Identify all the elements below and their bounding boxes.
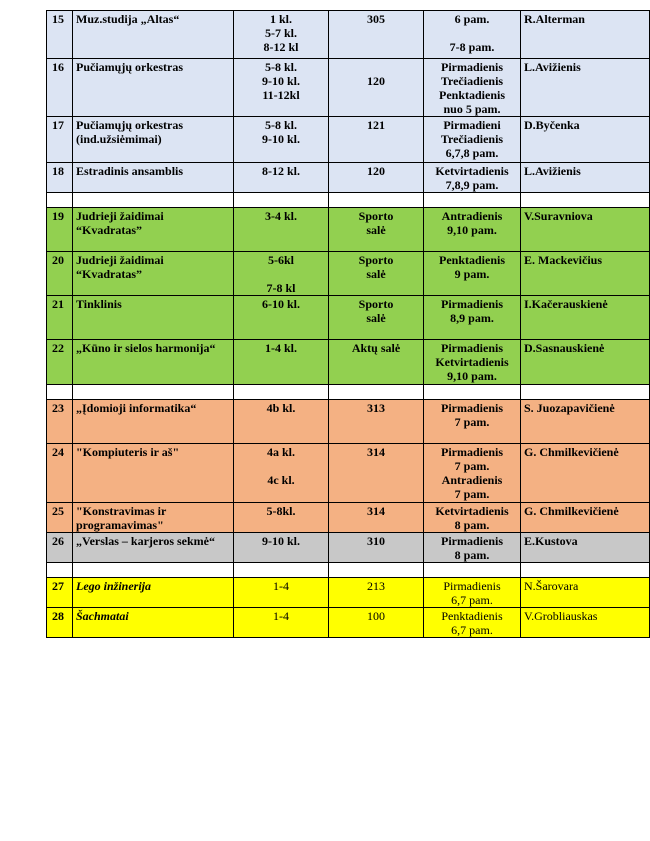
activity-name-cell — [73, 296, 234, 340]
room-line: Aktų salė — [351, 341, 401, 355]
schedule-time-line: nuo 5 pam. — [443, 102, 501, 116]
grade-classes-cell — [234, 608, 329, 638]
room-cell — [329, 296, 424, 340]
schedule-time-cell — [424, 444, 521, 503]
grade-classes-cell — [234, 11, 329, 59]
room-line: 305 — [367, 12, 385, 26]
schedule-time-line: Ketvirtadienis — [435, 504, 509, 518]
leader-cell — [521, 296, 650, 340]
row-number: 24 — [47, 444, 73, 503]
activity-name-line: “Kvadratas” — [76, 267, 142, 281]
table-row — [47, 296, 650, 340]
leader-cell — [521, 503, 650, 533]
leader-cell — [521, 163, 650, 193]
schedule-time-line: Pirmadienis — [441, 297, 503, 311]
leader-cell — [521, 11, 650, 59]
schedule-time-line: Pirmadienis — [441, 341, 503, 355]
empty-cell — [521, 193, 650, 208]
row-number: 22 — [47, 340, 73, 385]
empty-cell — [73, 193, 234, 208]
empty-cell — [73, 563, 234, 578]
activity-name-cell — [73, 11, 234, 59]
grade-classes-cell — [234, 444, 329, 503]
room-cell — [329, 400, 424, 444]
room-line: Sporto — [358, 253, 394, 267]
activity-name-cell — [73, 400, 234, 444]
table-row — [47, 533, 650, 563]
activity-name-line: Pučiamųjų orkestras — [76, 118, 183, 132]
schedule-table — [46, 10, 650, 638]
empty-cell — [47, 563, 73, 578]
schedule-time-cell — [424, 533, 521, 563]
row-number: 20 — [47, 252, 73, 296]
row-number: 17 — [47, 117, 73, 163]
separator-row — [47, 385, 650, 400]
table-row — [47, 578, 650, 608]
schedule-time-line: 7,8,9 pam. — [445, 178, 499, 192]
grade-classes-cell — [234, 117, 329, 163]
activity-name-cell — [73, 117, 234, 163]
empty-cell — [424, 563, 521, 578]
room-line: 314 — [367, 504, 385, 518]
grade-classes-line: 5-8kl. — [266, 504, 296, 518]
schedule-time-line: 6,7 pam. — [451, 593, 493, 607]
room-line: 120 — [367, 164, 385, 178]
row-number: 16 — [47, 59, 73, 117]
schedule-time-cell — [424, 503, 521, 533]
separator-row — [47, 563, 650, 578]
schedule-time-line: 8,9 pam. — [450, 311, 494, 325]
room-cell — [329, 608, 424, 638]
activity-name-line: „Įdomioji informatika“ — [76, 401, 197, 415]
leader-line: R.Alterman — [524, 12, 585, 26]
schedule-time-line: Antradienis — [441, 209, 503, 223]
schedule-time-cell — [424, 117, 521, 163]
empty-cell — [329, 563, 424, 578]
row-number: 26 — [47, 533, 73, 563]
table-row — [47, 400, 650, 444]
grade-classes-cell — [234, 252, 329, 296]
schedule-time-line: 9 pam. — [454, 267, 490, 281]
schedule-time-line: 9,10 pam. — [447, 369, 497, 383]
schedule-time-line: Antradienis — [441, 473, 503, 487]
room-line: 310 — [367, 534, 385, 548]
leader-cell — [521, 252, 650, 296]
room-cell — [329, 117, 424, 163]
activity-name-line: Pučiamųjų orkestras — [76, 60, 183, 74]
empty-cell — [424, 385, 521, 400]
leader-line: E. Mackevičius — [524, 253, 602, 267]
grade-classes-cell — [234, 533, 329, 563]
activity-name-line: Estradinis ansamblis — [76, 164, 184, 178]
schedule-time-line: Pirmadienis — [441, 534, 503, 548]
grade-classes-cell — [234, 578, 329, 608]
empty-cell — [234, 385, 329, 400]
room-line: 120 — [367, 74, 385, 88]
schedule-time-line: Penktadienis — [441, 609, 503, 623]
activity-name-line: programavimas" — [76, 518, 164, 532]
schedule-time-cell — [424, 578, 521, 608]
leader-line: D.Byčenka — [524, 118, 580, 132]
schedule-time-line: Trečiadienis — [440, 74, 504, 88]
leader-line: E.Kustova — [524, 534, 578, 548]
grade-classes-line: 8-12 kl. — [261, 164, 300, 178]
schedule-time-line: 7 pam. — [454, 415, 490, 429]
schedule-time-cell — [424, 340, 521, 385]
schedule-time-cell — [424, 163, 521, 193]
leader-cell — [521, 59, 650, 117]
grade-classes-line: 5-7 kl. — [264, 26, 297, 40]
room-line: 213 — [367, 579, 385, 593]
activity-name-cell — [73, 340, 234, 385]
schedule-time-line: Pirmadienis — [441, 60, 503, 74]
schedule-time-cell — [424, 400, 521, 444]
activity-name-line: "Konstravimas ir — [76, 504, 167, 518]
schedule-time-line: Trečiadienis — [440, 132, 504, 146]
grade-classes-line: 11-12kl — [262, 88, 300, 102]
room-cell — [329, 444, 424, 503]
empty-cell — [329, 193, 424, 208]
table-row — [47, 608, 650, 638]
room-line: Sporto — [358, 209, 394, 223]
empty-cell — [47, 193, 73, 208]
grade-classes-cell — [234, 208, 329, 252]
schedule-time-line: 6,7 pam. — [451, 623, 493, 637]
table-row — [47, 163, 650, 193]
activity-name-cell — [73, 208, 234, 252]
leader-line: L.Avižienis — [524, 164, 581, 178]
leader-line: G. Chmilkevičienė — [524, 445, 619, 459]
leader-line: D.Sasnauskienė — [524, 341, 605, 355]
leader-cell — [521, 608, 650, 638]
schedule-time-line: 6,7,8 pam. — [445, 146, 499, 160]
grade-classes-cell — [234, 340, 329, 385]
room-line: salė — [366, 311, 386, 325]
schedule-time-cell — [424, 296, 521, 340]
row-number: 18 — [47, 163, 73, 193]
room-line: 100 — [367, 609, 385, 623]
grade-classes-cell — [234, 400, 329, 444]
room-cell — [329, 163, 424, 193]
room-cell — [329, 503, 424, 533]
grade-classes-line: 5-6kl — [267, 253, 294, 267]
grade-classes-line: 4a kl. — [266, 445, 295, 459]
schedule-time-line: 8 pam. — [454, 518, 490, 532]
grade-classes-line: 8-12 kl — [263, 40, 299, 54]
schedule-time-line: Penktadienis — [438, 88, 505, 102]
schedule-body — [47, 11, 650, 638]
activity-name-line: Lego inžinerija — [76, 579, 152, 593]
table-row — [47, 208, 650, 252]
row-number: 15 — [47, 11, 73, 59]
schedule-time-line: Pirmadienis — [443, 579, 501, 593]
activity-name-cell — [73, 163, 234, 193]
empty-cell — [234, 563, 329, 578]
schedule-time-cell — [424, 252, 521, 296]
room-cell — [329, 208, 424, 252]
schedule-time-line: 9,10 pam. — [447, 223, 497, 237]
schedule-time-cell — [424, 59, 521, 117]
room-line: salė — [366, 267, 386, 281]
leader-line: S. Juozapavičienė — [524, 401, 615, 415]
leader-cell — [521, 208, 650, 252]
leader-line: V.Grobliauskas — [524, 609, 598, 623]
schedule-time-line: 7 pam. — [454, 487, 490, 501]
empty-cell — [73, 385, 234, 400]
leader-cell — [521, 533, 650, 563]
room-cell — [329, 252, 424, 296]
separator-row — [47, 193, 650, 208]
activity-name-cell — [73, 533, 234, 563]
activity-name-line: „Verslas – karjeros sekmė“ — [76, 534, 215, 548]
grade-classes-line: 3-4 kl. — [264, 209, 297, 223]
schedule-time-cell — [424, 11, 521, 59]
leader-cell — [521, 578, 650, 608]
activity-name-cell — [73, 444, 234, 503]
leader-cell — [521, 340, 650, 385]
empty-cell — [424, 193, 521, 208]
grade-classes-line: 1 kl. — [269, 12, 292, 26]
activity-name-line: "Kompiuteris ir aš" — [76, 445, 180, 459]
row-number: 21 — [47, 296, 73, 340]
activity-name-cell — [73, 503, 234, 533]
room-cell — [329, 340, 424, 385]
leader-cell — [521, 117, 650, 163]
row-number: 28 — [47, 608, 73, 638]
schedule-time-line: 8 pam. — [454, 548, 490, 562]
leader-cell — [521, 444, 650, 503]
grade-classes-cell — [234, 163, 329, 193]
table-row — [47, 11, 650, 59]
row-number: 19 — [47, 208, 73, 252]
activity-name-line: Muz.studija „Altas“ — [76, 12, 180, 26]
activity-name-line: Judrieji žaidimai — [76, 253, 164, 267]
grade-classes-line: 9-10 kl. — [261, 534, 300, 548]
room-line: 313 — [367, 401, 385, 415]
leader-cell — [521, 400, 650, 444]
leader-line: L.Avižienis — [524, 60, 581, 74]
row-number: 23 — [47, 400, 73, 444]
schedule-time-line: Pirmadieni — [443, 118, 501, 132]
empty-cell — [521, 563, 650, 578]
grade-classes-line: 1-4 — [273, 609, 289, 623]
grade-classes-cell — [234, 296, 329, 340]
activity-name-cell — [73, 59, 234, 117]
leader-line: I.Kačerauskienė — [524, 297, 608, 311]
room-line: Sporto — [358, 297, 394, 311]
grade-classes-line: 1-4 — [273, 579, 289, 593]
leader-line: N.Šarovara — [524, 579, 579, 593]
grade-classes-line: 5-8 kl. — [264, 118, 297, 132]
grade-classes-line: 7-8 kl — [266, 281, 296, 295]
grade-classes-line: 6-10 kl. — [261, 297, 300, 311]
schedule-time-line: Pirmadienis — [441, 401, 503, 415]
activity-name-line: Šachmatai — [76, 609, 129, 623]
room-cell — [329, 11, 424, 59]
table-row — [47, 503, 650, 533]
leader-line: V.Suravniova — [524, 209, 593, 223]
schedule-time-line: Pirmadienis — [441, 445, 503, 459]
activity-name-line: Tinklinis — [76, 297, 122, 311]
room-line: salė — [366, 223, 386, 237]
schedule-time-line: Penktadienis — [438, 253, 505, 267]
table-row — [47, 117, 650, 163]
schedule-time-line: Ketvirtadienis — [435, 355, 509, 369]
activity-name-line: „Kūno ir sielos harmonija“ — [76, 341, 216, 355]
grade-classes-cell — [234, 503, 329, 533]
room-line: 121 — [367, 118, 385, 132]
grade-classes-line: 1-4 kl. — [264, 341, 297, 355]
schedule-time-cell — [424, 608, 521, 638]
empty-cell — [329, 385, 424, 400]
table-row — [47, 340, 650, 385]
schedule-time-line: 7 pam. — [454, 459, 490, 473]
schedule-time-line: 6 pam. — [454, 12, 490, 26]
row-number: 27 — [47, 578, 73, 608]
grade-classes-line: 4c kl. — [267, 473, 295, 487]
room-line: 314 — [367, 445, 385, 459]
empty-cell — [521, 385, 650, 400]
activity-name-line: Judrieji žaidimai — [76, 209, 164, 223]
empty-cell — [234, 193, 329, 208]
schedule-time-line: Ketvirtadienis — [435, 164, 509, 178]
row-number: 25 — [47, 503, 73, 533]
grade-classes-line: 4b kl. — [266, 401, 296, 415]
grade-classes-line: 5-8 kl. — [264, 60, 297, 74]
activity-name-cell — [73, 608, 234, 638]
room-cell — [329, 578, 424, 608]
empty-cell — [47, 385, 73, 400]
room-cell — [329, 533, 424, 563]
table-row — [47, 59, 650, 117]
activity-name-line: “Kvadratas” — [76, 223, 142, 237]
grade-classes-line: 9-10 kl. — [261, 74, 300, 88]
activity-name-cell — [73, 578, 234, 608]
grade-classes-line: 9-10 kl. — [261, 132, 300, 146]
leader-line: G. Chmilkevičienė — [524, 504, 619, 518]
table-row — [47, 444, 650, 503]
room-cell — [329, 59, 424, 117]
table-row — [47, 252, 650, 296]
schedule-time-line: 7-8 pam. — [449, 40, 495, 54]
activity-name-line: (ind.užsiėmimai) — [76, 132, 162, 146]
activity-name-cell — [73, 252, 234, 296]
schedule-time-cell — [424, 208, 521, 252]
grade-classes-cell — [234, 59, 329, 117]
